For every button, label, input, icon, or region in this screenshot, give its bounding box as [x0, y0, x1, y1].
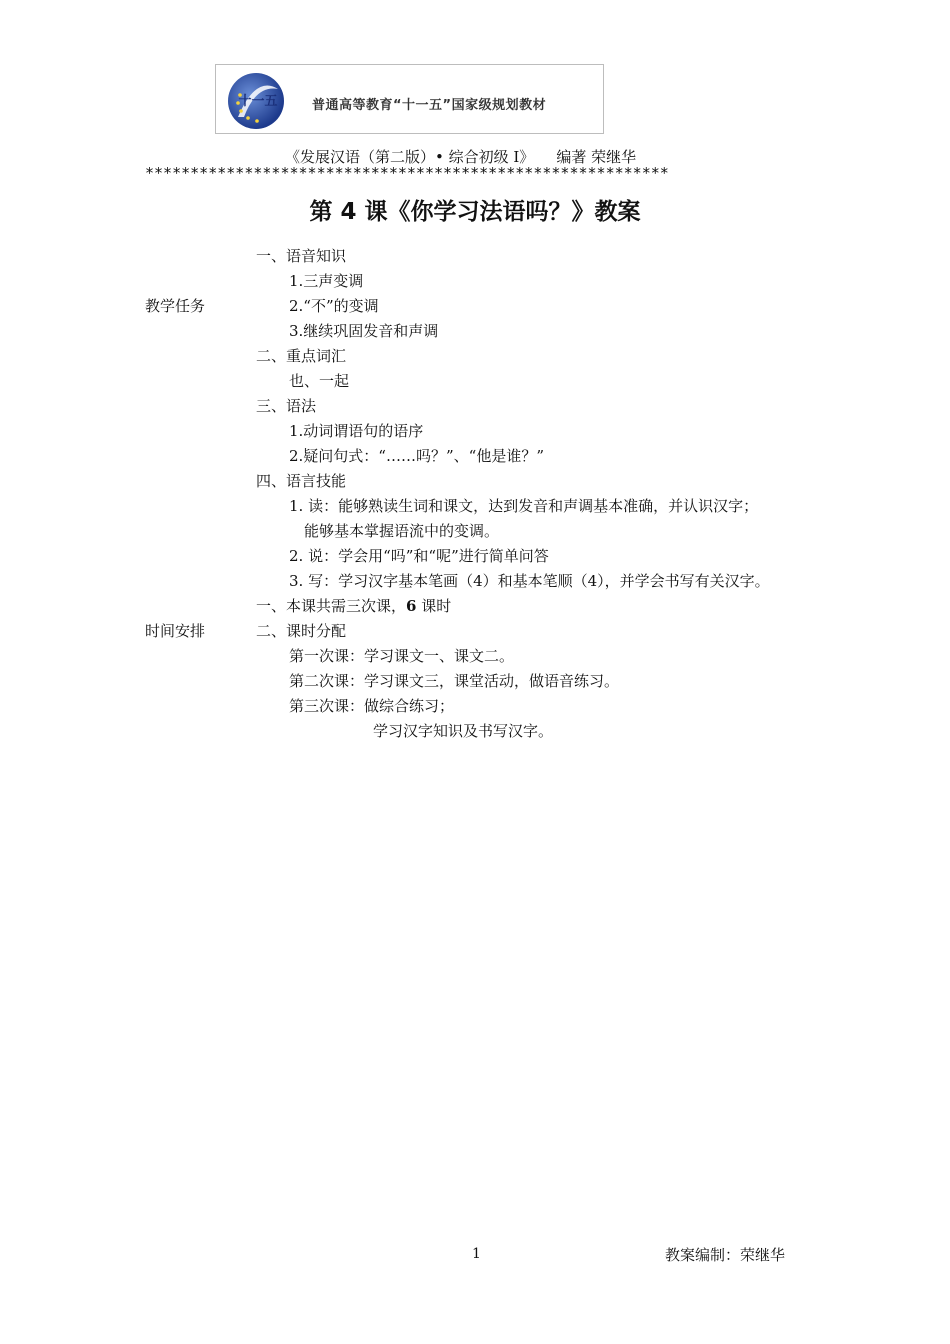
task-label: 教学任务 — [145, 297, 206, 315]
list-item: 也、一起 — [289, 372, 350, 390]
list-item: 2.疑问句式：“……吗？”、“他是谁？” — [289, 447, 544, 465]
list-item: 第二次课：学习课文三，课堂活动，做语音练习。 — [289, 672, 620, 690]
class-hours-unit: 课时 — [416, 597, 452, 615]
page-title: 第 4 课《你学习法语吗？》教案 — [309, 199, 641, 225]
list-item-continued: 能够基本掌握语流中的变调。 — [304, 522, 500, 540]
svg-text:十一五: 十一五 — [238, 94, 278, 109]
list-item: 1.动词谓语句的语序 — [289, 422, 424, 440]
time-label: 时间安排 — [145, 622, 206, 640]
section-heading: 四、语言技能 — [256, 472, 347, 490]
lesson-count-text: 一、本课共需三次课， — [256, 597, 407, 615]
list-item: 2. 说：学会用“吗”和“呢”进行简单问答 — [289, 547, 549, 565]
section-heading: 二、课时分配 — [256, 622, 347, 640]
textbook-banner — [215, 64, 604, 134]
star-separator: ********************************************************** — [145, 164, 669, 182]
section-heading: 二、重点词汇 — [256, 347, 347, 365]
page-number: 1 — [472, 1246, 481, 1262]
list-item: 3. 写：学习汉字基本笔画（4）和基本笔顺（4），并学会书写有关汉字。 — [289, 572, 770, 590]
list-item: 1.三声变调 — [289, 272, 364, 290]
list-item: 1. 读：能够熟读生词和课文，达到发音和声调基本准确，并认识汉字； — [289, 497, 759, 515]
banner-text: 普通高等教育“十一五”国家级规划教材 — [312, 98, 547, 113]
list-item: 3.继续巩固发音和声调 — [289, 322, 439, 340]
list-item-continued: 学习汉字知识及书写汉字。 — [373, 722, 554, 740]
class-hours-number: 6 — [406, 597, 417, 615]
author-line: 编著 荣继华 — [556, 148, 637, 166]
textbook-logo-icon — [226, 71, 286, 131]
book-title: 《发展汉语（第二版）• 综合初级 I》 — [285, 148, 535, 166]
list-item: 第一次课：学习课文一、课文二。 — [289, 647, 515, 665]
list-item: 2.“不”的变调 — [289, 297, 379, 315]
section-heading: 三、语法 — [256, 397, 317, 415]
section-heading — [256, 596, 451, 616]
list-item: 第三次课：做综合练习； — [289, 697, 455, 715]
section-heading: 一、语音知识 — [256, 247, 347, 265]
footer-author: 教案编制：荣继华 — [665, 1246, 786, 1264]
